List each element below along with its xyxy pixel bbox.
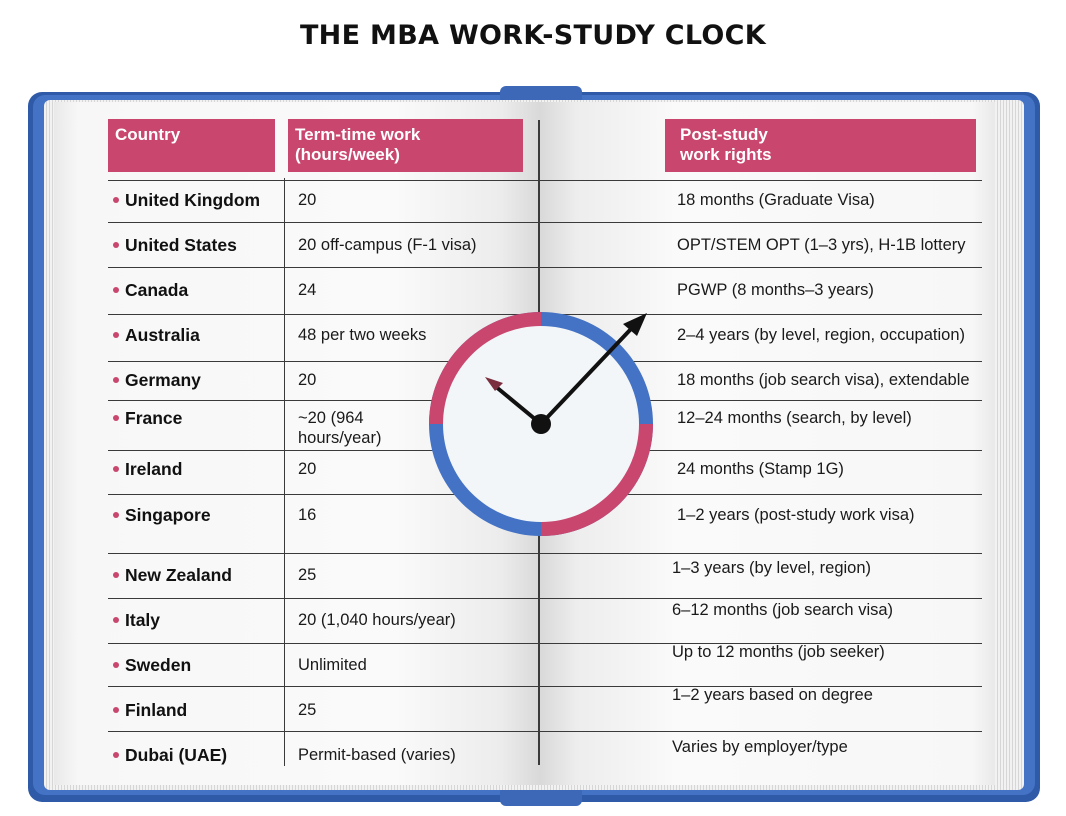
clock-center-pin: [531, 414, 551, 434]
row-divider: [108, 643, 538, 644]
term-time-cell: 20: [298, 371, 317, 389]
post-study-cell: 12–24 months (search, by level): [677, 409, 912, 427]
term-time-cell: 20 (1,040 hours/year): [298, 611, 456, 629]
row-divider: [540, 598, 982, 599]
bullet-icon: [113, 242, 119, 248]
bullet-icon: [113, 197, 119, 203]
post-study-cell: 1–2 years (post-study work visa): [677, 506, 915, 524]
post-study-cell: 6–12 months (job search visa): [672, 601, 894, 619]
bullet-icon: [113, 572, 119, 578]
bullet-icon: [113, 512, 119, 518]
header-term-time-line2: (hours/week): [295, 145, 400, 164]
row-divider: [540, 222, 982, 223]
term-time-cell: 20: [298, 460, 317, 478]
term-time-cell: Permit-based (varies): [298, 746, 456, 764]
term-time-cell: 25: [298, 701, 317, 719]
post-study-cell: Up to 12 months (job seeker): [672, 643, 885, 661]
clock-icon: [425, 308, 657, 540]
post-study-cell: 1–2 years based on degree: [672, 686, 873, 704]
row-divider: [108, 553, 538, 554]
country-cell: Dubai (UAE): [125, 745, 228, 765]
header-term-time-line1: Term-time work: [295, 125, 421, 144]
row-divider: [540, 267, 982, 268]
term-time-cell: 20: [298, 191, 317, 209]
header-country: [108, 119, 275, 172]
country-cell: Germany: [125, 370, 201, 390]
country-cell: France: [125, 408, 183, 428]
post-study-cell: 18 months (Graduate Visa): [677, 191, 875, 209]
post-study-cell: 18 months (job search visa), extendable: [677, 371, 970, 389]
row-divider: [108, 598, 538, 599]
header-term-time: [288, 119, 523, 172]
post-study-cell: OPT/STEM OPT (1–3 yrs), H-1B lottery: [677, 236, 966, 254]
post-study-cell: 24 months (Stamp 1G): [677, 460, 844, 478]
term-time-cell: 48 per two weeks: [298, 326, 427, 344]
country-cell: New Zealand: [125, 565, 232, 585]
row-divider: [540, 731, 982, 732]
term-time-cell: 16: [298, 506, 317, 524]
country-cell: Sweden: [125, 655, 192, 675]
term-time-cell: 20 off-campus (F-1 visa): [298, 236, 477, 254]
country-cell: Canada: [125, 280, 189, 300]
country-cell: Singapore: [125, 505, 211, 525]
bullet-icon: [113, 617, 119, 623]
bullet-icon: [113, 466, 119, 472]
bullet-icon: [113, 662, 119, 668]
bullet-icon: [113, 332, 119, 338]
country-cell: Finland: [125, 700, 188, 720]
header-post-study-line1: Post-study: [680, 125, 768, 144]
row-divider: [108, 731, 538, 732]
country-cell: Ireland: [125, 459, 183, 479]
post-study-cell: 1–3 years (by level, region): [672, 559, 872, 577]
header-post-study-line2: work rights: [680, 145, 772, 164]
country-cell: United Kingdom: [125, 190, 261, 210]
post-study-cell: PGWP (8 months–3 years): [677, 281, 874, 299]
row-divider: [108, 267, 538, 268]
row-divider: [108, 180, 538, 181]
bullet-icon: [113, 377, 119, 383]
term-time-cell: 25: [298, 566, 317, 584]
bullet-icon: [113, 287, 119, 293]
row-divider: [540, 553, 982, 554]
term-time-cell: 24: [298, 281, 317, 299]
country-cell: Italy: [125, 610, 161, 630]
post-study-cell: Varies by employer/type: [672, 738, 848, 756]
row-divider: [108, 222, 538, 223]
page-title: THE MBA WORK-STUDY CLOCK: [299, 20, 767, 51]
row-divider: [540, 180, 982, 181]
bullet-icon: [113, 415, 119, 421]
bullet-icon: [113, 707, 119, 713]
post-study-cell: 2–4 years (by level, region, occupation): [677, 326, 965, 344]
term-time-cell: Unlimited: [298, 656, 367, 674]
bullet-icon: [113, 752, 119, 758]
header-country-label: Country: [115, 125, 181, 144]
country-cell: Australia: [125, 325, 200, 345]
country-cell: United States: [125, 235, 237, 255]
header-post-study: [665, 119, 976, 172]
term-time-cell: ~20 (964 hours/year): [298, 409, 382, 447]
row-divider: [108, 686, 538, 687]
